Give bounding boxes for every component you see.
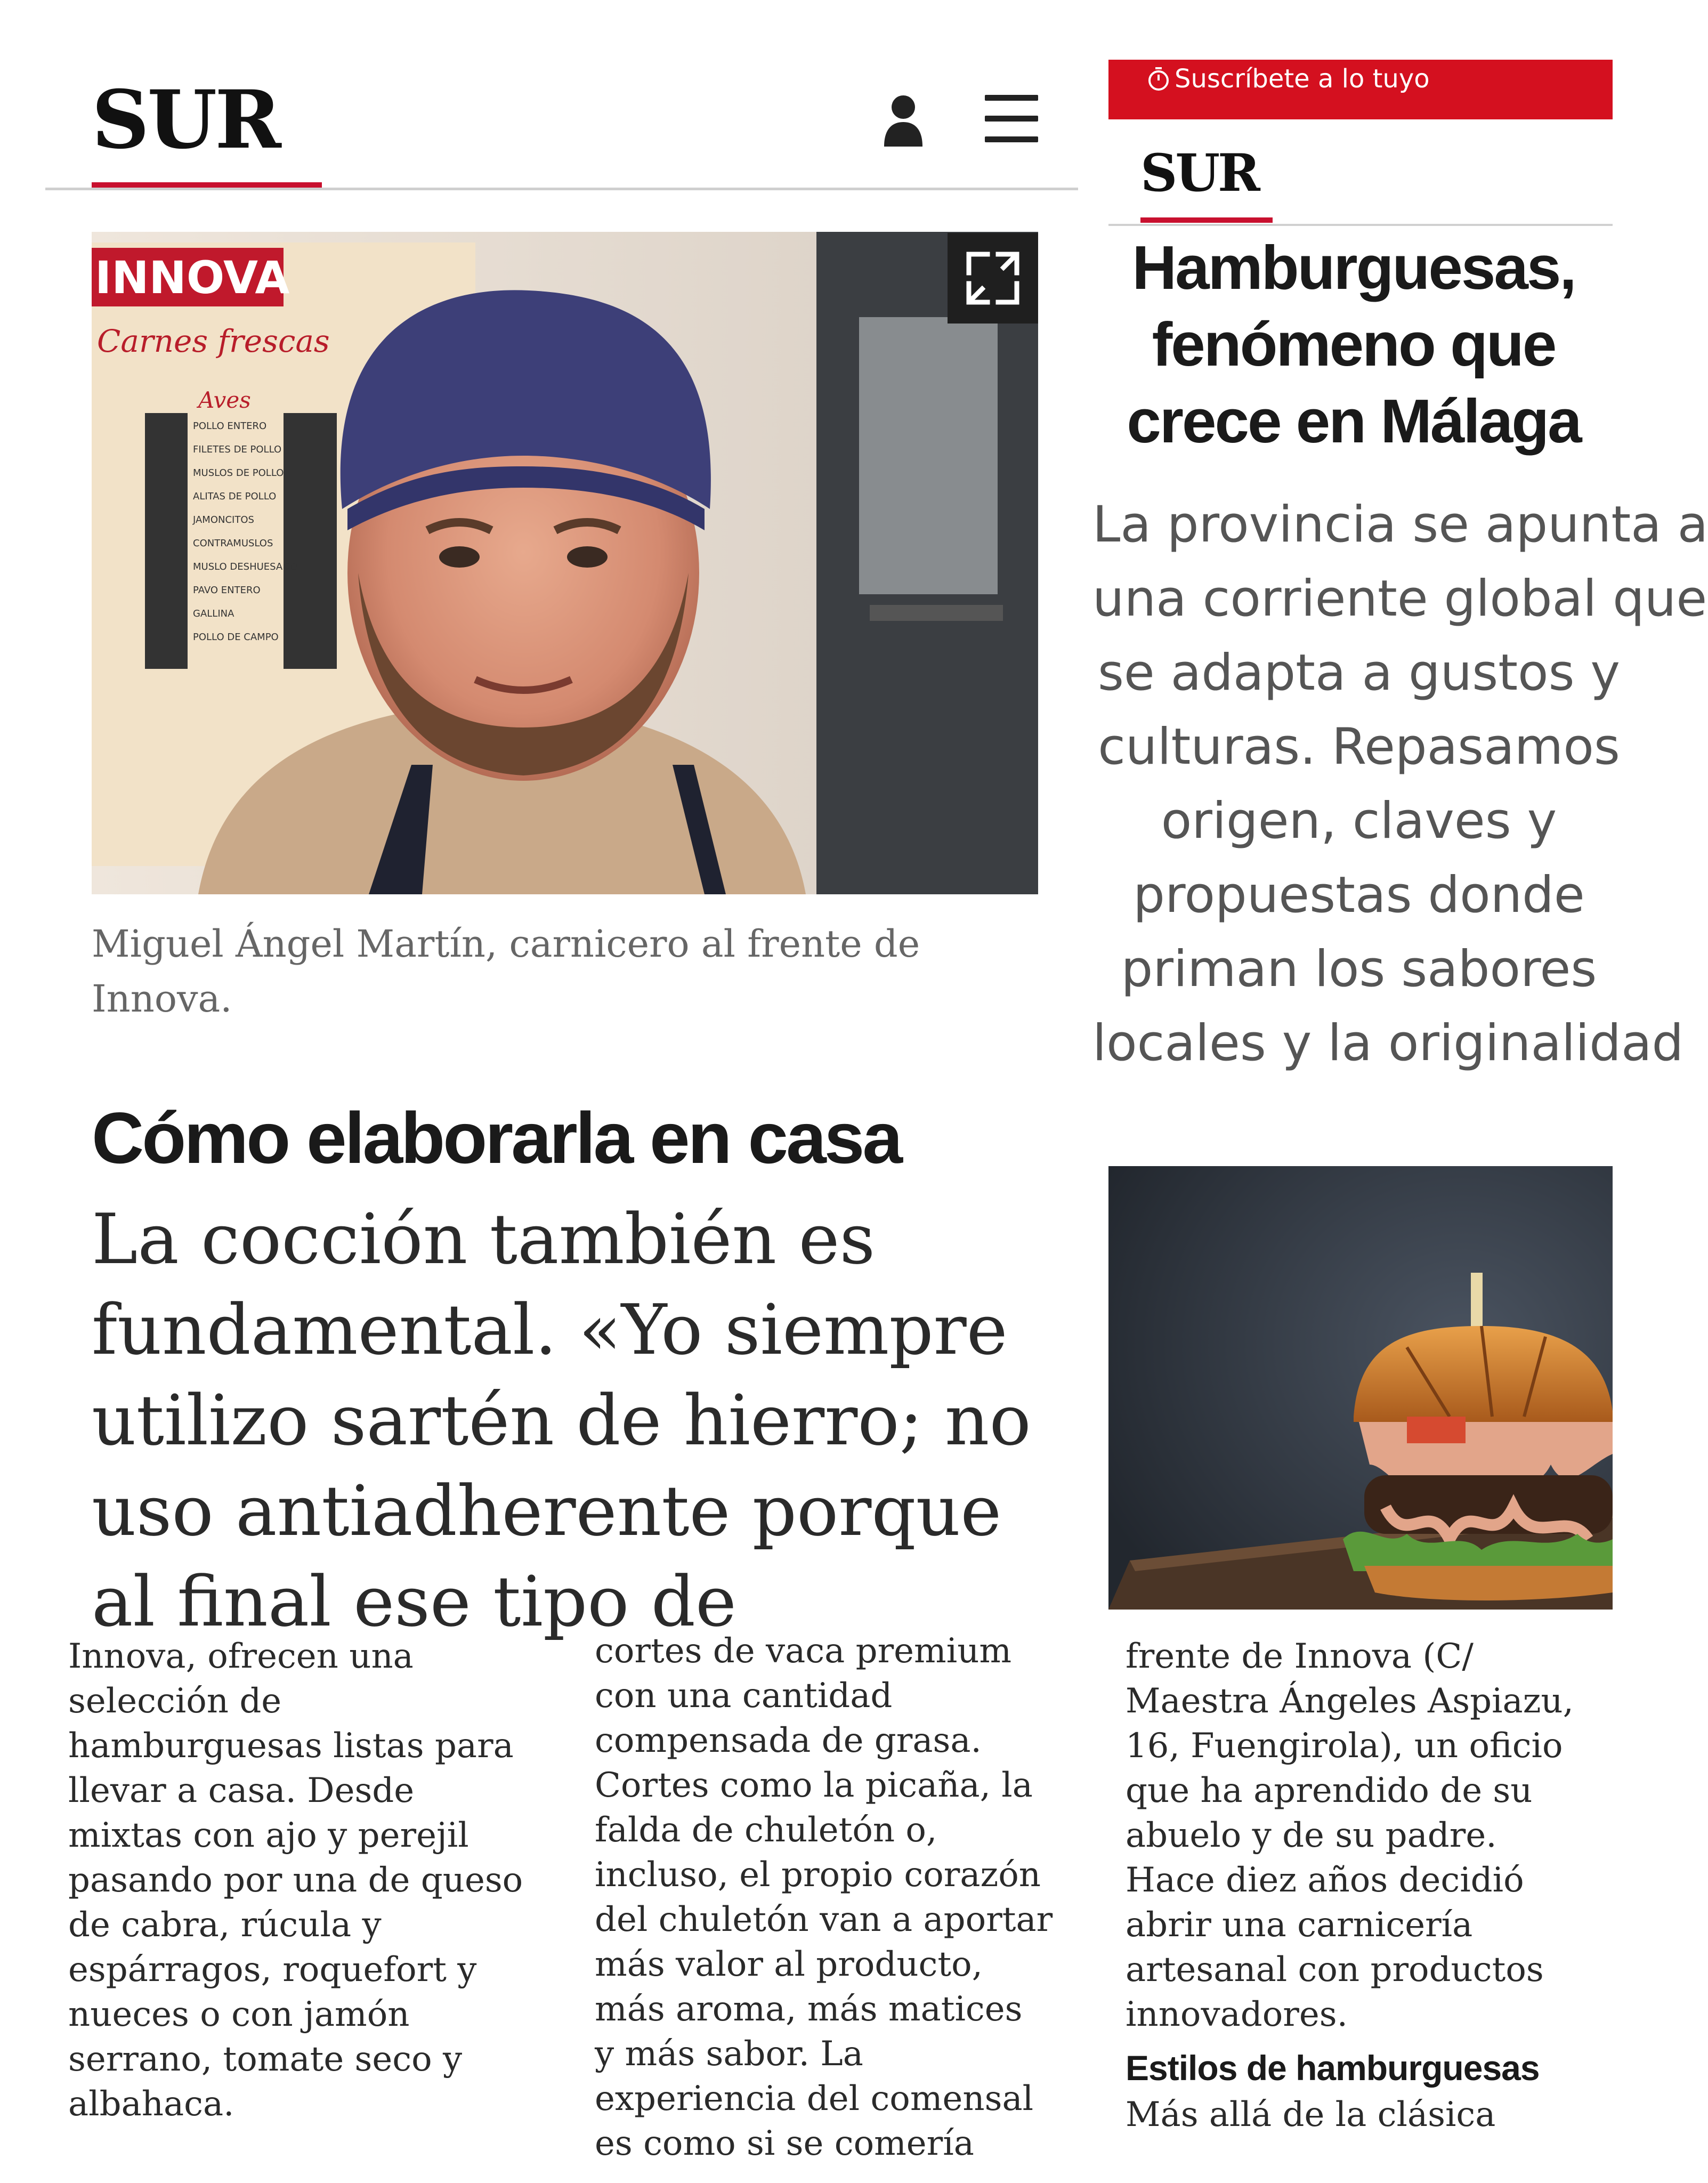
pullquote-container: [92, 1194, 1051, 1642]
header-divider-right: [1108, 224, 1613, 226]
article-column-2: cortes de vaca premium con una cantidad compensada de grasa. Cortes como la picaña, la falda de chuletón o, incluso, el propio corazón del chuletón van a aportar más valor al producto, más aroma, más matices y más sabor. La experiencia del comensal es como si se comería: [595, 1631, 1053, 2163]
photo-sign-subtitle: Carnes frescas: [97, 323, 330, 359]
photo-sign-item: CONTRAMUSLOS: [193, 538, 273, 549]
sur-logo-right[interactable]: SUR: [1140, 143, 1258, 203]
photo-sign-section: Aves: [198, 387, 251, 413]
lead-container: [1092, 488, 1708, 1085]
photo-sign-item: PAVO ENTERO: [193, 585, 261, 596]
user-icon[interactable]: [882, 93, 925, 147]
expand-icon: [948, 233, 1038, 324]
section-subheading: Cómo elaborarla en casa: [92, 1097, 901, 1178]
headline-container: [1108, 229, 1613, 464]
logo-underline-right: [1140, 217, 1273, 223]
expand-photo-button[interactable]: [948, 233, 1038, 324]
photo-sign-item: MUSLOS DE POLLO: [193, 467, 284, 479]
article-lead: La provincia se apunta a una corriente global que se adapta a gustos y culturas. Repasamos origen, claves y propuestas donde priman los sabores locales y la originalidad: [1092, 496, 1708, 1072]
photo-sign-item: POLLO DE CAMPO: [193, 632, 279, 643]
photo-sign-item: JAMONCITOS: [193, 514, 254, 525]
photo-sign-item: POLLO ENTERO: [193, 421, 267, 432]
photo-caption: Miguel Ángel Martín, carnicero al frente de Innova.: [92, 922, 920, 1021]
sur-logo[interactable]: SUR: [92, 73, 279, 167]
article-photo-butcher[interactable]: [92, 232, 1038, 894]
photo-sign-item: MUSLO DESHUESADO: [193, 561, 298, 572]
header-divider: [45, 188, 1078, 190]
article-photo-burger[interactable]: [1108, 1166, 1613, 1610]
pullquote: La cocción también es fundamental. «Yo siempre utilizo sartén de hierro; no uso antiadherente porque al final ese tipo de: [92, 1199, 1031, 1642]
article-column-1: Innova, ofrecen una selección de hamburguesas listas para llevar a casa. Desde mixtas con ajo y perejil pasando por una de queso de cabra, rúcula y espárragos, roquefort y nueces o con jamón serrano, tomate seco y albahaca.: [68, 1637, 523, 2124]
column-subheading: Estilos de hamburguesas: [1126, 2048, 1540, 2088]
article-column-3: frente de Innova (C/ Maestra Ángeles Aspiazu, 16, Fuengirola), un oficio que ha aprendido de su abuelo y de su padre. Hace diez años decidió abrir una carnicería artesanal con productos innovadores. Estilos de hamburguesas Más allá de la clásica: [1126, 1634, 1626, 2146]
subscribe-link[interactable]: Suscríbete a lo tuyo: [1175, 64, 1430, 94]
column-3-tail: Más allá de la clásica: [1126, 2095, 1496, 2135]
photo-sign-brand: INNOVA: [95, 252, 290, 304]
photo-sign-item: FILETES DE POLLO: [193, 444, 282, 455]
menu-icon[interactable]: [985, 95, 1038, 143]
photo-sign-item: ALITAS DE POLLO: [193, 491, 277, 502]
photo-sign-item: GALLINA: [193, 608, 234, 619]
article-headline: Hamburguesas, fenómeno que crece en Málaga: [1127, 233, 1581, 456]
